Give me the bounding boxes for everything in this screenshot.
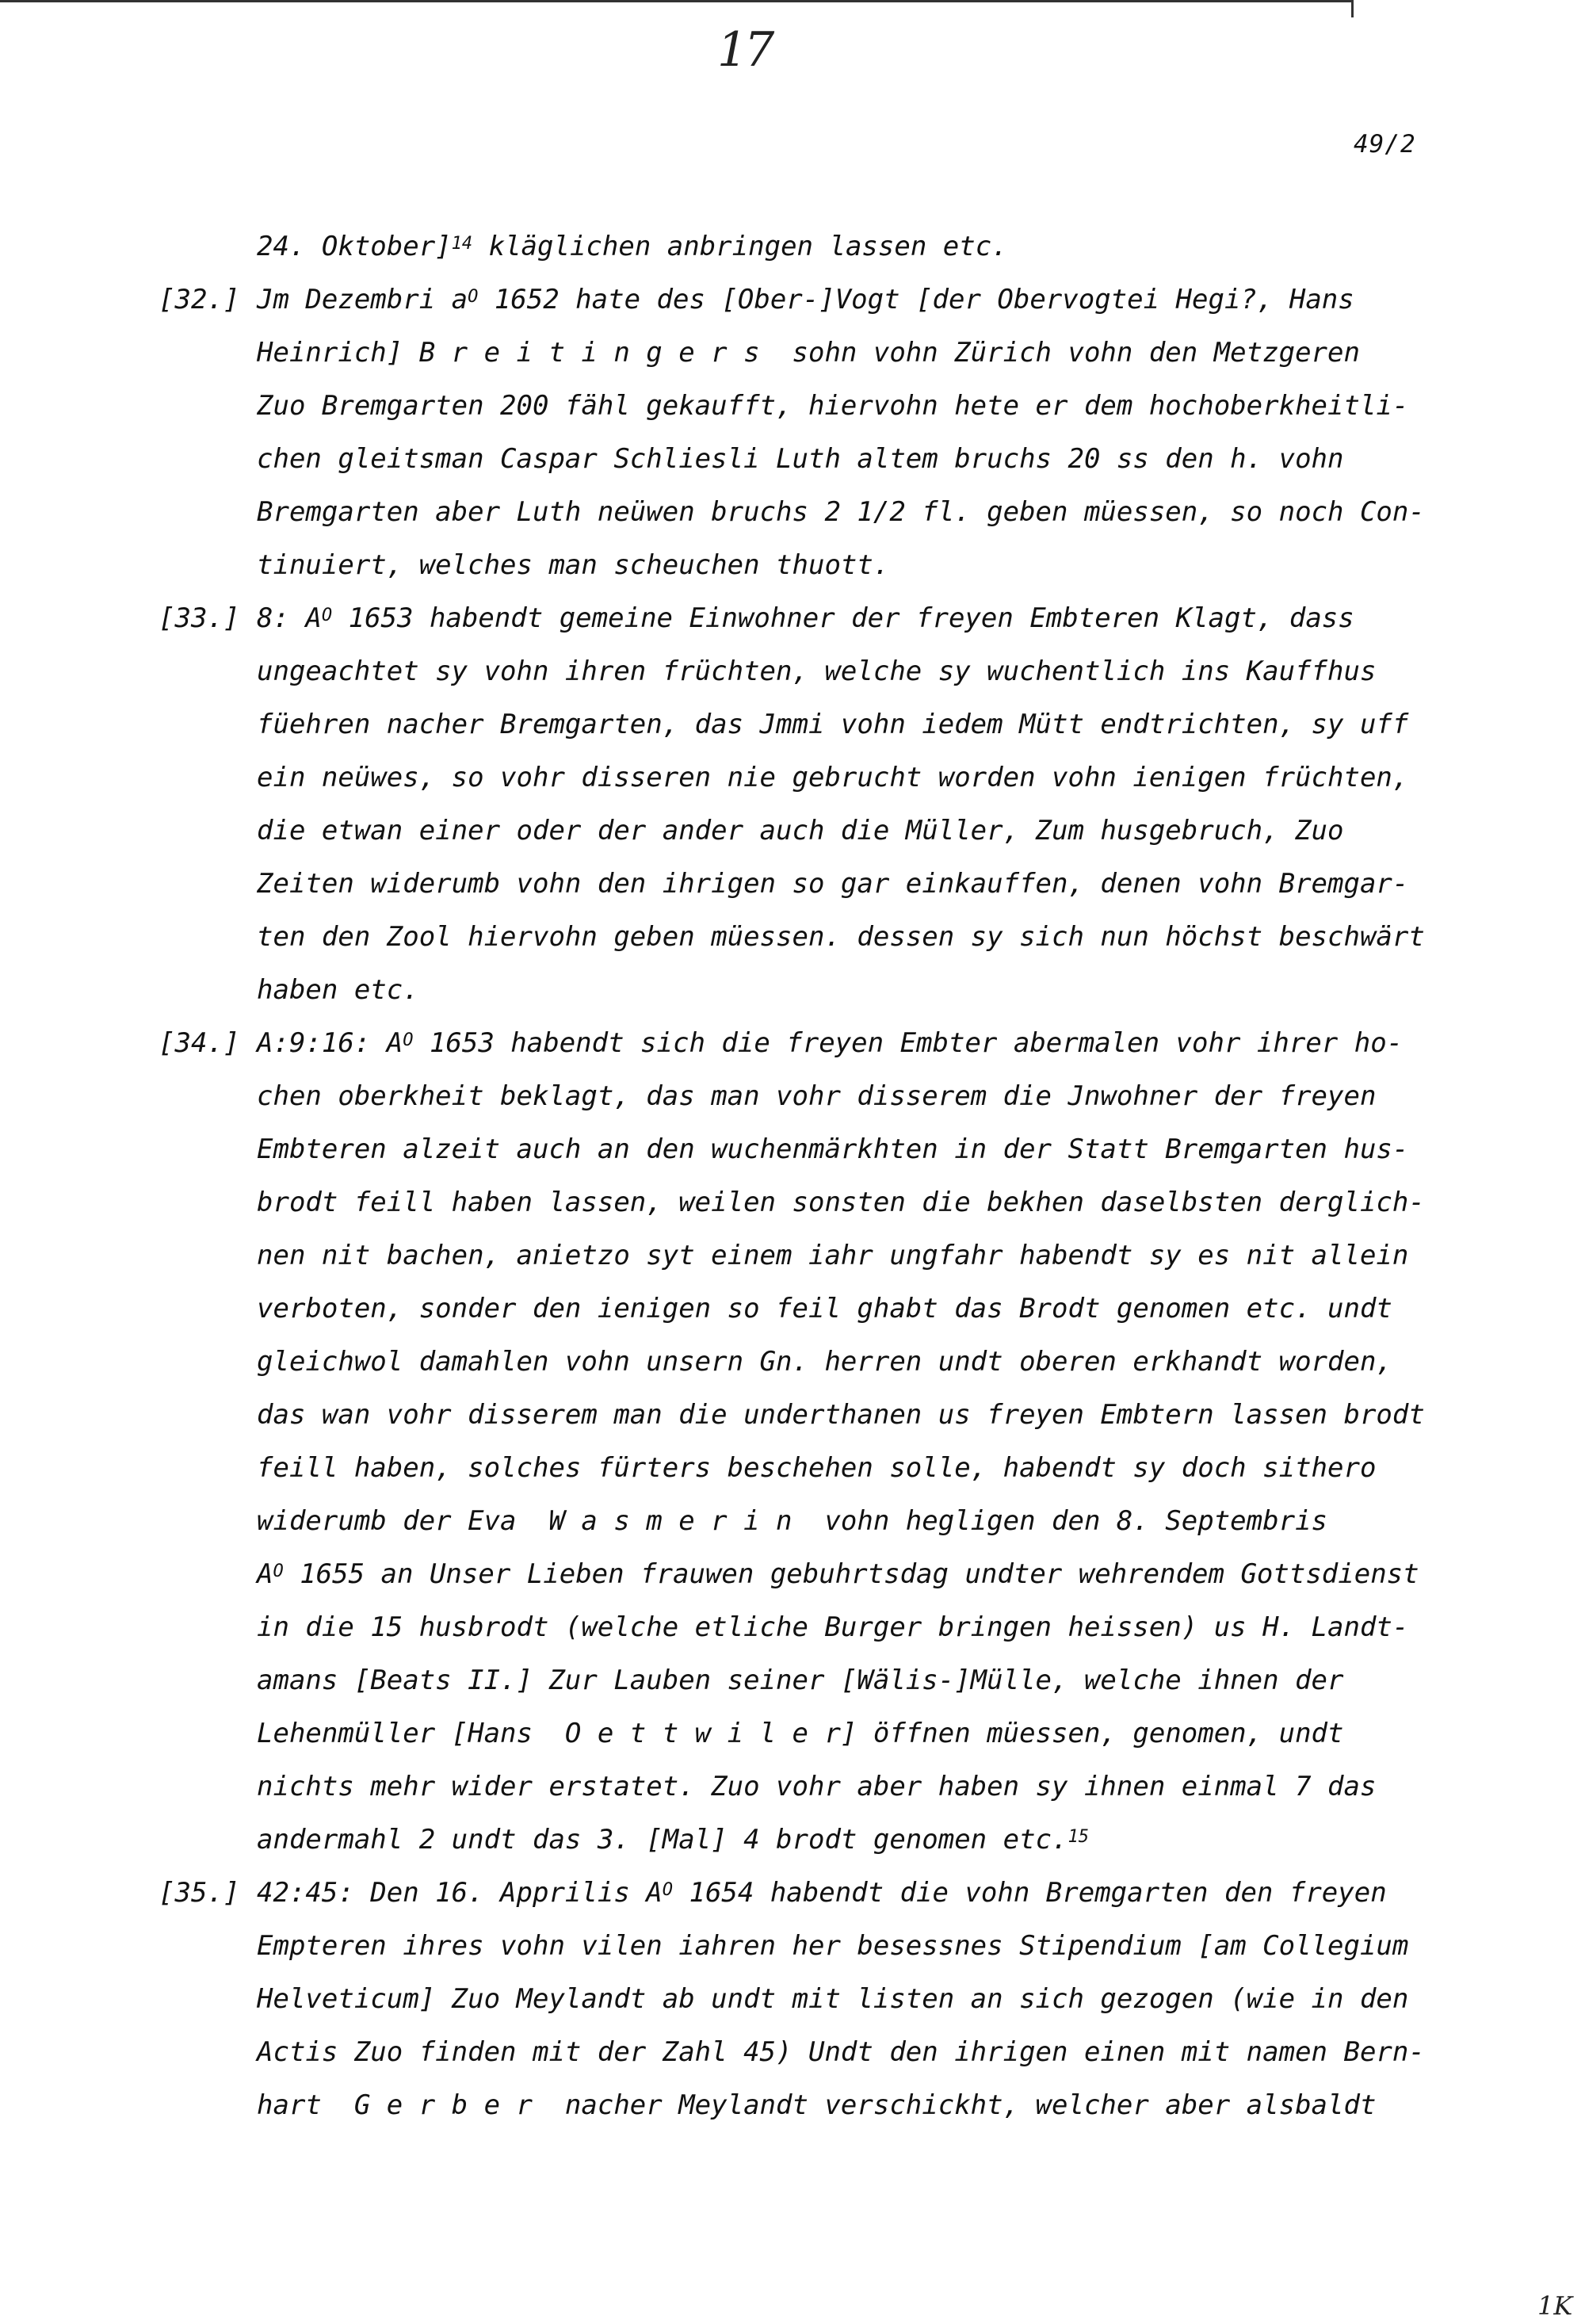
- text-line: [0, 858, 1585, 911]
- line-text-main: A:9:16: A: [257, 1027, 403, 1059]
- text-line: [0, 1814, 1585, 1867]
- entry-number: [35.]: [158, 1877, 240, 1909]
- line-text-main: amans [Beats II.] Zur Lauben seiner [Wälis-]Mülle, welche ihnen der: [257, 1665, 1344, 1696]
- line-text: [257, 486, 1425, 539]
- text-line: [0, 220, 1585, 273]
- line-text-continued: 1653 habendt gemeine Einwohner der freyen Embteren Klagt, dass: [332, 602, 1354, 634]
- line-text-main: gleichwol damahlen vohn unsern Gn. herren undt oberen erkhandt worden,: [257, 1346, 1392, 1378]
- line-text: [257, 539, 889, 592]
- line-text-main: das wan vohr disserem man die underthanen us freyen Embtern lassen brodt: [257, 1399, 1425, 1431]
- text-line: [0, 964, 1585, 1017]
- line-text: [257, 220, 1008, 273]
- line-text-main: Lehenmüller [Hans O e t t w i l e r] öffnen müessen, genomen, undt: [257, 1718, 1344, 1749]
- line-text-main: ungeachtet sy vohn ihren früchten, welche sy wuchentlich ins Kauffhus: [257, 656, 1377, 687]
- line-text-main: chen gleitsman Caspar Schliesli Luth altem bruchs 20 ss den h. vohn: [257, 443, 1344, 475]
- line-text: [257, 1760, 1376, 1814]
- line-text: [257, 805, 1343, 858]
- text-line: [0, 2079, 1585, 2132]
- line-text: [257, 858, 1408, 911]
- text-line: [0, 592, 1585, 645]
- line-text-main: verboten, sonder den ienigen so feil ghabt das Brodt genomen etc. undt: [257, 1293, 1392, 1324]
- line-text-main: Empteren ihres vohn vilen iahren her besessnes Stipendium [am Collegium: [257, 1930, 1409, 1962]
- line-text-main: die etwan einer oder der ander auch die Müller, Zum husgebruch, Zuo: [257, 815, 1344, 847]
- line-text-main: nen nit bachen, anietzo syt einem iahr ungfahr habendt sy es nit allein: [257, 1240, 1409, 1271]
- top-border-corner: [1351, 0, 1354, 17]
- line-text-main: ten den Zool hiervohn geben müessen. dessen sy sich nun höchst beschwärt: [257, 921, 1425, 953]
- text-line: [0, 1123, 1585, 1176]
- line-text: [257, 2079, 1376, 2132]
- line-text: [257, 1601, 1408, 1654]
- line-text: [257, 2026, 1425, 2079]
- line-text-main: Heinrich] B r e i t i n g e r s sohn vohn Zürich vohn den Metzgeren: [257, 337, 1360, 369]
- text-line: [0, 1176, 1585, 1229]
- line-text: [257, 1707, 1343, 1760]
- line-text-main: tinuiert, welches man scheuchen thuott.: [257, 549, 890, 581]
- line-text: [257, 1282, 1392, 1336]
- line-text: [257, 1229, 1408, 1282]
- text-line: [0, 1867, 1585, 1920]
- line-text: [257, 645, 1376, 698]
- line-text: [257, 751, 1408, 805]
- text-line: [0, 1229, 1585, 1282]
- line-text-continued: 1655 an Unser Lieben frauwen gebuhrtsdag undter wehrendem Gottsdienst: [283, 1558, 1419, 1590]
- line-text-main: füehren nacher Bremgarten, das Jmmi vohn iedem Mütt endtrichten, sy uff: [257, 709, 1409, 740]
- text-line: [0, 327, 1585, 380]
- handwritten-corner-mark: 1K: [1537, 2291, 1573, 2321]
- line-text: [257, 1070, 1376, 1123]
- line-text-main: Zeiten widerumb vohn den ihrigen so gar einkauffen, denen vohn Bremgar-: [257, 868, 1409, 900]
- line-text-main: nichts mehr wider erstatet. Zuo vohr aber haben sy ihnen einmal 7 das: [257, 1771, 1377, 1802]
- line-text: [257, 964, 419, 1017]
- line-text: [257, 1017, 1403, 1070]
- line-text-main: Actis Zuo finden mit der Zahl 45) Undt den ihrigen einen mit namen Bern-: [257, 2036, 1425, 2068]
- line-text: [257, 1867, 1387, 1920]
- line-text: [257, 1548, 1419, 1601]
- entry-number: [33.]: [158, 602, 240, 634]
- text-line: [0, 1442, 1585, 1495]
- line-text-continued: 1653 habendt sich die freyen Embter abermalen vohr ihrer ho-: [413, 1027, 1404, 1059]
- text-line: [0, 1973, 1585, 2026]
- line-text-main: brodt feill haben lassen, weilen sonsten die bekhen daselbsten derglich-: [257, 1187, 1425, 1218]
- text-line: [0, 433, 1585, 486]
- text-line: [0, 1707, 1585, 1760]
- line-text-main: Bremgarten aber Luth neüwen bruchs 2 1/2 fl. geben müessen, so noch Con-: [257, 496, 1425, 528]
- line-text: [257, 1442, 1376, 1495]
- line-text-main: 42:45: Den 16. Apprilis A: [257, 1877, 663, 1909]
- text-line: [0, 1389, 1585, 1442]
- text-line: [0, 1070, 1585, 1123]
- line-text-main: 24. Oktober]: [257, 231, 452, 262]
- top-border-line: [0, 0, 1351, 2]
- line-text-main: Embteren alzeit auch an den wuchenmärkhten in der Statt Bremgarten hus-: [257, 1133, 1409, 1165]
- line-text: [257, 1973, 1408, 2026]
- line-text-main: Helveticum] Zuo Meylandt ab undt mit listen an sich gezogen (wie in den: [257, 1983, 1409, 2015]
- line-text-continued: kläglichen anbringen lassen etc.: [472, 231, 1008, 262]
- superscript: O: [321, 606, 333, 625]
- text-line: [0, 380, 1585, 433]
- line-text: [257, 1123, 1408, 1176]
- line-text-main: Zuo Bremgarten 200 fähl gekaufft, hiervohn hete er dem hochoberkheitli-: [257, 390, 1409, 422]
- line-text-main: ein neüwes, so vohr disseren nie gebrucht worden vohn ienigen früchten,: [257, 762, 1409, 793]
- text-line: [0, 273, 1585, 327]
- line-text-main: in die 15 husbrodt (welche etliche Burger bringen heissen) us H. Landt-: [257, 1611, 1409, 1643]
- line-text: [257, 592, 1354, 645]
- line-text: [257, 1654, 1343, 1707]
- line-text: [257, 1495, 1327, 1548]
- text-line: [0, 2026, 1585, 2079]
- line-text-main: chen oberkheit beklagt, das man vohr disserem die Jnwohner der freyen: [257, 1080, 1377, 1112]
- superscript: O: [468, 287, 479, 307]
- text-line: [0, 1548, 1585, 1601]
- line-text-continued: 1652 hate des [Ober-]Vogt [der Obervogtei Hegi?, Hans: [478, 284, 1354, 315]
- line-text-main: 8: A: [257, 602, 322, 634]
- line-text-main: andermahl 2 undt das 3. [Mal] 4 brodt genomen etc.: [257, 1824, 1068, 1856]
- line-text: [257, 1920, 1408, 1973]
- text-line: [0, 1920, 1585, 1973]
- line-text-main: hart G e r b e r nacher Meylandt verschickht, welcher aber alsbaldt: [257, 2089, 1377, 2121]
- page-reference: 49/2: [1354, 130, 1416, 159]
- line-text-continued: 1654 habendt die vohn Bremgarten den freyen: [673, 1877, 1387, 1909]
- transcription-text: [0, 220, 1585, 2132]
- superscript: 14: [451, 234, 473, 254]
- line-text-main: A: [257, 1558, 273, 1590]
- text-line: [0, 539, 1585, 592]
- superscript: O: [662, 1880, 673, 1900]
- text-line: [0, 486, 1585, 539]
- text-line: [0, 1601, 1585, 1654]
- line-text: [257, 433, 1343, 486]
- text-line: [0, 805, 1585, 858]
- text-line: [0, 1336, 1585, 1389]
- handwritten-page-number: 17: [717, 22, 772, 78]
- line-text-main: widerumb der Eva W a s m e r i n vohn hegligen den 8. Septembris: [257, 1505, 1328, 1537]
- text-line: [0, 1654, 1585, 1707]
- line-text: [257, 698, 1408, 751]
- superscript: O: [273, 1561, 284, 1581]
- text-line: [0, 1282, 1585, 1336]
- line-text: [257, 1336, 1392, 1389]
- text-line: [0, 1760, 1585, 1814]
- entry-number: [34.]: [158, 1027, 240, 1059]
- text-line: [0, 698, 1585, 751]
- superscript: O: [403, 1030, 414, 1050]
- line-text-main: Jm Dezembri a: [257, 284, 468, 315]
- line-text: [257, 1814, 1089, 1867]
- line-text: [257, 273, 1354, 327]
- line-text: [257, 1389, 1425, 1442]
- text-line: [0, 1495, 1585, 1548]
- text-line: [0, 645, 1585, 698]
- line-text: [257, 1176, 1425, 1229]
- line-text: [257, 327, 1360, 380]
- text-line: [0, 1017, 1585, 1070]
- text-line: [0, 751, 1585, 805]
- text-line: [0, 911, 1585, 964]
- superscript: 15: [1067, 1827, 1089, 1847]
- line-text-main: feill haben, solches fürters beschehen solle, habendt sy doch sithero: [257, 1452, 1377, 1484]
- line-text: [257, 911, 1425, 964]
- entry-number: [32.]: [158, 284, 240, 315]
- line-text: [257, 380, 1408, 433]
- line-text-main: haben etc.: [257, 974, 419, 1006]
